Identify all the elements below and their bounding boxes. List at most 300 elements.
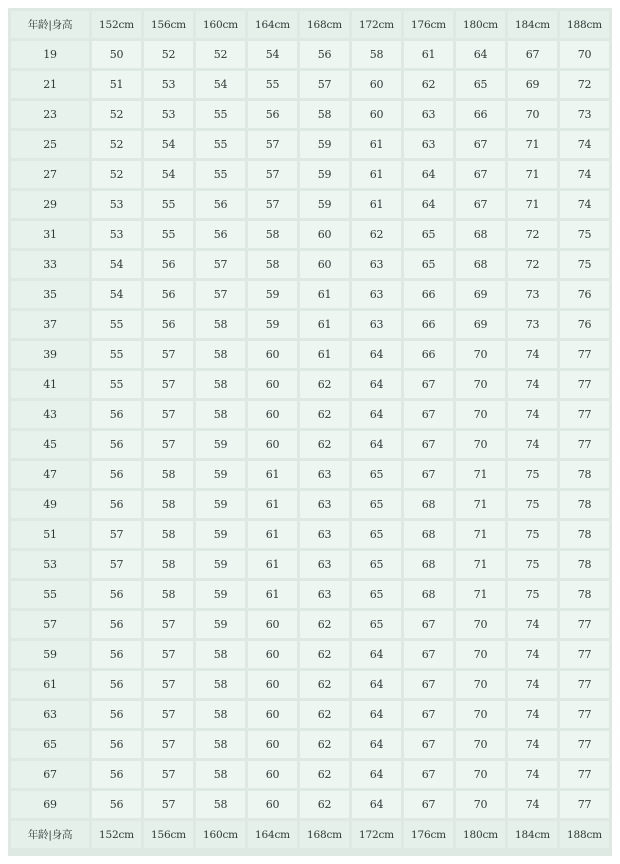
weight-cell: 57 — [92, 551, 141, 578]
weight-cell: 60 — [248, 431, 297, 458]
weight-cell: 57 — [144, 641, 193, 668]
weight-cell: 70 — [456, 731, 505, 758]
weight-cell: 71 — [456, 521, 505, 548]
weight-cell: 62 — [300, 791, 349, 818]
weight-cell: 58 — [300, 101, 349, 128]
weight-cell: 68 — [404, 491, 453, 518]
weight-cell: 52 — [92, 131, 141, 158]
table-row — [11, 791, 609, 818]
weight-cell: 76 — [560, 311, 609, 338]
table-row — [11, 581, 609, 608]
weight-cell: 55 — [248, 71, 297, 98]
age-cell: 39 — [11, 341, 89, 368]
weight-cell: 56 — [92, 731, 141, 758]
weight-cell: 74 — [508, 731, 557, 758]
weight-cell: 57 — [144, 431, 193, 458]
weight-cell: 55 — [196, 161, 245, 188]
weight-cell: 58 — [352, 41, 401, 68]
weight-cell: 57 — [248, 161, 297, 188]
weight-cell: 61 — [248, 461, 297, 488]
weight-cell: 74 — [508, 611, 557, 638]
weight-cell: 60 — [248, 701, 297, 728]
weight-cell: 64 — [352, 761, 401, 788]
footer-height-cell: 164cm — [248, 821, 297, 848]
weight-cell: 68 — [404, 581, 453, 608]
table-row — [11, 401, 609, 428]
weight-cell: 57 — [144, 671, 193, 698]
weight-cell: 56 — [92, 761, 141, 788]
weight-cell: 60 — [248, 401, 297, 428]
weight-cell: 58 — [196, 311, 245, 338]
weight-cell: 72 — [560, 71, 609, 98]
weight-cell: 59 — [196, 461, 245, 488]
weight-cell: 67 — [404, 401, 453, 428]
age-cell: 31 — [11, 221, 89, 248]
age-cell: 23 — [11, 101, 89, 128]
weight-cell: 55 — [144, 221, 193, 248]
weight-cell: 70 — [456, 401, 505, 428]
weight-cell: 64 — [352, 641, 401, 668]
weight-cell: 70 — [456, 671, 505, 698]
weight-cell: 66 — [404, 311, 453, 338]
weight-cell: 66 — [456, 101, 505, 128]
weight-cell: 78 — [560, 491, 609, 518]
weight-cell: 58 — [196, 791, 245, 818]
weight-cell: 77 — [560, 401, 609, 428]
weight-cell: 71 — [456, 491, 505, 518]
weight-cell: 62 — [300, 671, 349, 698]
weight-cell: 56 — [92, 401, 141, 428]
weight-cell: 73 — [560, 101, 609, 128]
weight-cell: 77 — [560, 731, 609, 758]
weight-cell: 74 — [508, 371, 557, 398]
weight-cell: 71 — [508, 161, 557, 188]
table-row — [11, 371, 609, 398]
weight-cell: 61 — [248, 521, 297, 548]
footer-row — [11, 821, 609, 848]
weight-cell: 73 — [508, 311, 557, 338]
weight-cell: 54 — [92, 251, 141, 278]
weight-cell: 57 — [300, 71, 349, 98]
weight-cell: 72 — [508, 221, 557, 248]
weight-cell: 64 — [404, 161, 453, 188]
weight-cell: 61 — [248, 581, 297, 608]
table-row — [11, 641, 609, 668]
weight-cell: 67 — [404, 461, 453, 488]
weight-cell: 67 — [508, 41, 557, 68]
table-row — [11, 131, 609, 158]
table-row — [11, 251, 609, 278]
weight-cell: 69 — [456, 281, 505, 308]
weight-cell: 52 — [92, 161, 141, 188]
weight-cell: 64 — [352, 731, 401, 758]
weight-cell: 60 — [248, 671, 297, 698]
weight-cell: 58 — [144, 581, 193, 608]
weight-cell: 66 — [404, 341, 453, 368]
weight-cell: 58 — [196, 641, 245, 668]
table-row — [11, 311, 609, 338]
weight-cell: 62 — [300, 401, 349, 428]
weight-cell: 58 — [196, 371, 245, 398]
weight-cell: 74 — [508, 761, 557, 788]
weight-cell: 64 — [352, 701, 401, 728]
weight-cell: 59 — [300, 161, 349, 188]
weight-cell: 57 — [248, 131, 297, 158]
age-cell: 19 — [11, 41, 89, 68]
weight-cell: 74 — [560, 191, 609, 218]
weight-cell: 56 — [92, 641, 141, 668]
weight-cell: 53 — [144, 101, 193, 128]
weight-cell: 68 — [456, 221, 505, 248]
weight-cell: 63 — [352, 281, 401, 308]
weight-cell: 64 — [404, 191, 453, 218]
weight-cell: 70 — [456, 641, 505, 668]
weight-cell: 63 — [300, 551, 349, 578]
weight-cell: 60 — [248, 341, 297, 368]
weight-cell: 56 — [300, 41, 349, 68]
weight-cell: 62 — [300, 371, 349, 398]
weight-cell: 60 — [300, 251, 349, 278]
weight-cell: 72 — [508, 251, 557, 278]
weight-cell: 63 — [352, 311, 401, 338]
weight-cell: 75 — [560, 221, 609, 248]
weight-cell: 74 — [560, 131, 609, 158]
footer-height-cell: 156cm — [144, 821, 193, 848]
weight-cell: 68 — [404, 551, 453, 578]
weight-cell: 77 — [560, 761, 609, 788]
weight-cell: 60 — [300, 221, 349, 248]
weight-cell: 71 — [508, 131, 557, 158]
weight-cell: 71 — [456, 461, 505, 488]
age-cell: 69 — [11, 791, 89, 818]
weight-cell: 61 — [404, 41, 453, 68]
age-cell: 41 — [11, 371, 89, 398]
weight-cell: 64 — [352, 431, 401, 458]
age-cell: 57 — [11, 611, 89, 638]
age-cell: 55 — [11, 581, 89, 608]
weight-cell: 60 — [248, 641, 297, 668]
weight-cell: 61 — [300, 311, 349, 338]
weight-cell: 61 — [248, 551, 297, 578]
footer-height-cell: 176cm — [404, 821, 453, 848]
weight-cell: 75 — [508, 461, 557, 488]
weight-cell: 56 — [196, 221, 245, 248]
weight-cell: 74 — [508, 431, 557, 458]
weight-cell: 73 — [508, 281, 557, 308]
weight-cell: 70 — [456, 341, 505, 368]
weight-cell: 75 — [508, 491, 557, 518]
weight-cell: 64 — [352, 791, 401, 818]
weight-cell: 71 — [456, 551, 505, 578]
age-cell: 27 — [11, 161, 89, 188]
weight-cell: 65 — [404, 221, 453, 248]
weight-cell: 67 — [404, 431, 453, 458]
weight-cell: 57 — [196, 251, 245, 278]
weight-cell: 62 — [300, 761, 349, 788]
weight-cell: 74 — [508, 791, 557, 818]
weight-cell: 63 — [404, 101, 453, 128]
weight-cell: 67 — [404, 701, 453, 728]
weight-cell: 59 — [300, 191, 349, 218]
weight-cell: 75 — [508, 581, 557, 608]
weight-cell: 56 — [248, 101, 297, 128]
age-cell: 67 — [11, 761, 89, 788]
weight-cell: 63 — [300, 521, 349, 548]
weight-cell: 52 — [92, 101, 141, 128]
age-cell: 29 — [11, 191, 89, 218]
weight-cell: 57 — [92, 521, 141, 548]
weight-cell: 69 — [456, 311, 505, 338]
weight-cell: 71 — [456, 581, 505, 608]
footer-height-cell: 180cm — [456, 821, 505, 848]
weight-cell: 76 — [560, 281, 609, 308]
weight-cell: 68 — [456, 251, 505, 278]
table-row — [11, 41, 609, 68]
footer-height-cell: 160cm — [196, 821, 245, 848]
weight-cell: 60 — [352, 71, 401, 98]
footer-height-cell: 168cm — [300, 821, 349, 848]
table-row — [11, 161, 609, 188]
weight-cell: 68 — [404, 521, 453, 548]
table-body — [11, 11, 609, 848]
weight-cell: 58 — [144, 521, 193, 548]
weight-cell: 57 — [144, 401, 193, 428]
weight-cell: 74 — [508, 341, 557, 368]
weight-cell: 74 — [508, 701, 557, 728]
weight-cell: 77 — [560, 431, 609, 458]
weight-cell: 71 — [508, 191, 557, 218]
weight-cell: 65 — [404, 251, 453, 278]
weight-cell: 57 — [196, 281, 245, 308]
weight-cell: 77 — [560, 371, 609, 398]
weight-cell: 63 — [300, 491, 349, 518]
age-cell: 51 — [11, 521, 89, 548]
weight-cell: 59 — [196, 491, 245, 518]
weight-cell: 74 — [508, 671, 557, 698]
weight-cell: 67 — [404, 611, 453, 638]
age-cell: 43 — [11, 401, 89, 428]
weight-cell: 67 — [404, 761, 453, 788]
weight-cell: 61 — [300, 341, 349, 368]
weight-cell: 67 — [456, 131, 505, 158]
weight-cell: 78 — [560, 521, 609, 548]
weight-cell: 78 — [560, 461, 609, 488]
weight-cell: 60 — [248, 791, 297, 818]
weight-cell: 63 — [300, 581, 349, 608]
table-row — [11, 71, 609, 98]
weight-cell: 62 — [300, 611, 349, 638]
age-cell: 35 — [11, 281, 89, 308]
weight-cell: 53 — [92, 221, 141, 248]
weight-cell: 58 — [196, 401, 245, 428]
weight-cell: 64 — [352, 401, 401, 428]
table-row — [11, 671, 609, 698]
weight-cell: 53 — [144, 71, 193, 98]
weight-cell: 51 — [92, 71, 141, 98]
weight-cell: 75 — [560, 251, 609, 278]
weight-cell: 70 — [456, 791, 505, 818]
weight-cell: 67 — [404, 671, 453, 698]
weight-cell: 61 — [352, 131, 401, 158]
age-cell: 25 — [11, 131, 89, 158]
weight-cell: 59 — [196, 611, 245, 638]
weight-cell: 75 — [508, 521, 557, 548]
table-row — [11, 491, 609, 518]
weight-cell: 74 — [508, 401, 557, 428]
weight-cell: 58 — [144, 551, 193, 578]
weight-cell: 66 — [404, 281, 453, 308]
header-height-cell: 152cm — [92, 11, 141, 38]
weight-cell: 67 — [404, 791, 453, 818]
footer-height-cell: 184cm — [508, 821, 557, 848]
table-row — [11, 281, 609, 308]
table-row — [11, 221, 609, 248]
weight-cell: 56 — [92, 431, 141, 458]
weight-cell: 63 — [300, 461, 349, 488]
weight-cell: 78 — [560, 581, 609, 608]
weight-cell: 58 — [196, 671, 245, 698]
weight-cell: 63 — [404, 131, 453, 158]
weight-cell: 65 — [352, 551, 401, 578]
weight-cell: 63 — [352, 251, 401, 278]
age-cell: 65 — [11, 731, 89, 758]
table-row — [11, 431, 609, 458]
age-cell: 61 — [11, 671, 89, 698]
header-height-cell: 160cm — [196, 11, 245, 38]
header-height-cell: 180cm — [456, 11, 505, 38]
table-row — [11, 611, 609, 638]
weight-cell: 52 — [196, 41, 245, 68]
weight-cell: 60 — [248, 371, 297, 398]
weight-cell: 58 — [196, 731, 245, 758]
weight-cell: 70 — [456, 431, 505, 458]
weight-cell: 65 — [352, 461, 401, 488]
age-cell: 37 — [11, 311, 89, 338]
age-height-weight-table — [8, 8, 612, 851]
table-row — [11, 731, 609, 758]
header-height-cell: 188cm — [560, 11, 609, 38]
header-height-cell: 176cm — [404, 11, 453, 38]
weight-cell: 54 — [144, 131, 193, 158]
weight-cell: 57 — [144, 701, 193, 728]
age-cell: 59 — [11, 641, 89, 668]
weight-cell: 57 — [144, 371, 193, 398]
weight-cell: 67 — [404, 731, 453, 758]
weight-cell: 55 — [196, 131, 245, 158]
weight-cell: 57 — [144, 611, 193, 638]
weight-cell: 62 — [300, 701, 349, 728]
weight-cell: 64 — [456, 41, 505, 68]
age-cell: 33 — [11, 251, 89, 278]
weight-cell: 77 — [560, 671, 609, 698]
weight-cell: 75 — [508, 551, 557, 578]
table-row — [11, 551, 609, 578]
footer-height-cell: 188cm — [560, 821, 609, 848]
footer-height-cell: 172cm — [352, 821, 401, 848]
age-height-weight-table-container — [8, 8, 612, 856]
weight-cell: 59 — [196, 431, 245, 458]
weight-cell: 65 — [352, 611, 401, 638]
weight-cell: 65 — [352, 521, 401, 548]
weight-cell: 65 — [352, 581, 401, 608]
weight-cell: 55 — [196, 101, 245, 128]
header-height-cell: 172cm — [352, 11, 401, 38]
weight-cell: 55 — [144, 191, 193, 218]
weight-cell: 52 — [144, 41, 193, 68]
weight-cell: 77 — [560, 611, 609, 638]
weight-cell: 53 — [92, 191, 141, 218]
weight-cell: 77 — [560, 641, 609, 668]
table-row — [11, 521, 609, 548]
weight-cell: 77 — [560, 701, 609, 728]
weight-cell: 74 — [560, 161, 609, 188]
age-cell: 47 — [11, 461, 89, 488]
weight-cell: 70 — [560, 41, 609, 68]
weight-cell: 59 — [196, 581, 245, 608]
table-row — [11, 341, 609, 368]
age-cell: 45 — [11, 431, 89, 458]
header-height-cell: 184cm — [508, 11, 557, 38]
weight-cell: 59 — [300, 131, 349, 158]
weight-cell: 74 — [508, 641, 557, 668]
footer-height-cell: 152cm — [92, 821, 141, 848]
weight-cell: 58 — [248, 221, 297, 248]
weight-cell: 70 — [456, 611, 505, 638]
weight-cell: 69 — [508, 71, 557, 98]
weight-cell: 65 — [456, 71, 505, 98]
table-row — [11, 761, 609, 788]
weight-cell: 54 — [144, 161, 193, 188]
header-height-cell: 156cm — [144, 11, 193, 38]
table-row — [11, 101, 609, 128]
weight-cell: 59 — [196, 521, 245, 548]
weight-cell: 58 — [196, 761, 245, 788]
weight-cell: 62 — [404, 71, 453, 98]
weight-cell: 78 — [560, 551, 609, 578]
weight-cell: 62 — [352, 221, 401, 248]
weight-cell: 58 — [144, 491, 193, 518]
weight-cell: 61 — [248, 491, 297, 518]
weight-cell: 64 — [352, 341, 401, 368]
weight-cell: 62 — [300, 431, 349, 458]
weight-cell: 55 — [92, 311, 141, 338]
weight-cell: 56 — [92, 461, 141, 488]
weight-cell: 61 — [352, 191, 401, 218]
weight-cell: 54 — [248, 41, 297, 68]
weight-cell: 60 — [248, 731, 297, 758]
weight-cell: 58 — [196, 701, 245, 728]
weight-cell: 77 — [560, 791, 609, 818]
weight-cell: 54 — [92, 281, 141, 308]
header-height-cell: 168cm — [300, 11, 349, 38]
weight-cell: 60 — [248, 761, 297, 788]
age-cell: 49 — [11, 491, 89, 518]
weight-cell: 56 — [92, 611, 141, 638]
header-height-cell: 164cm — [248, 11, 297, 38]
weight-cell: 59 — [248, 281, 297, 308]
weight-cell: 59 — [196, 551, 245, 578]
weight-cell: 67 — [456, 191, 505, 218]
weight-cell: 64 — [352, 671, 401, 698]
weight-cell: 58 — [248, 251, 297, 278]
weight-cell: 62 — [300, 731, 349, 758]
weight-cell: 56 — [92, 581, 141, 608]
header-corner-cell: 年龄|身高 — [11, 11, 89, 38]
weight-cell: 56 — [92, 491, 141, 518]
footer-corner-cell: 年龄|身高 — [11, 821, 89, 848]
weight-cell: 57 — [144, 761, 193, 788]
weight-cell: 57 — [248, 191, 297, 218]
